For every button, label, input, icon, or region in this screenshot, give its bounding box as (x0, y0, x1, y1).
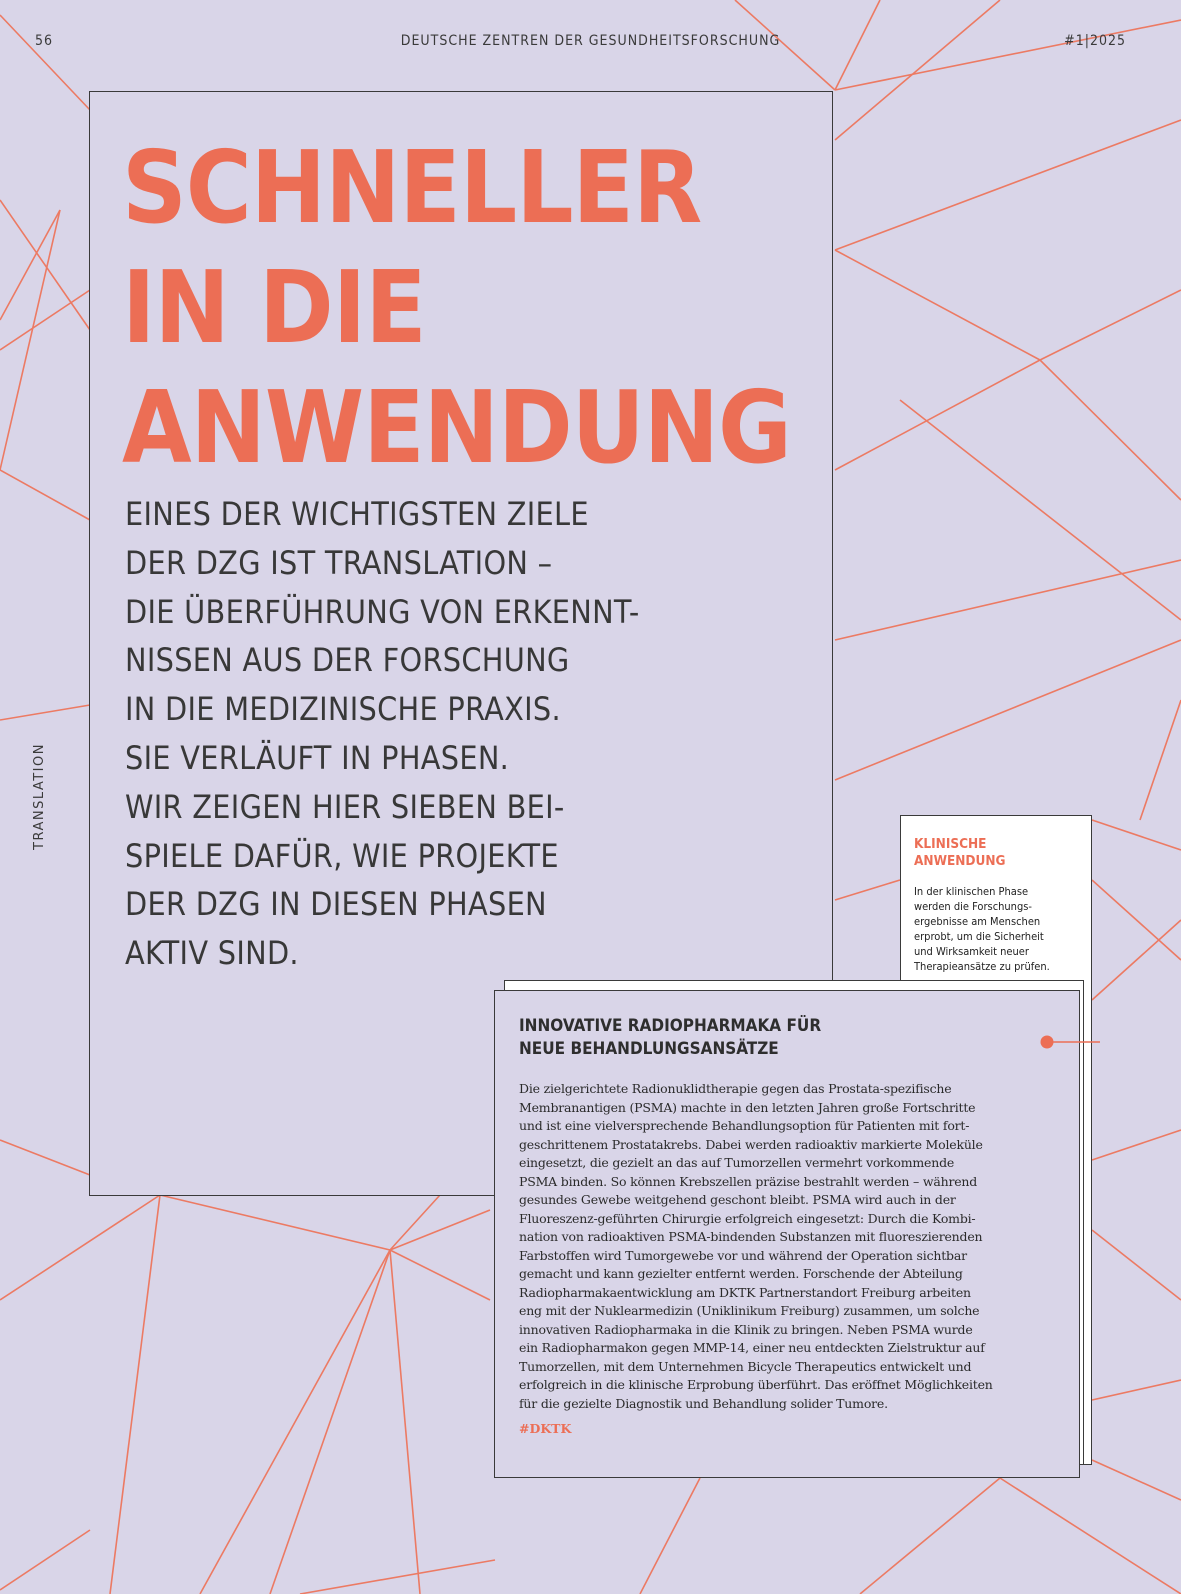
clinical-text-line: ergebnisse am Menschen (914, 914, 1041, 928)
radio-body-line: Membranantigen (PSMA) machte in den letzten Jahren große Fortschritte (519, 1099, 976, 1115)
headline-line: IN DIE (122, 249, 426, 366)
radio-body-line: gemacht und kann gezielter entfernt werden. Forschende der Abteilung (519, 1266, 963, 1281)
radio-body-line: und ist eine vielversprechende Behandlungsoption für Patienten mit fort- (519, 1118, 970, 1133)
radio-body-line: für die gezielte Diagnostik und Behandlung solider Tumore. (519, 1395, 888, 1411)
radio-body-line: Radiopharmakaentwicklung am DKTK Partnerstandort Freiburg arbeiten (519, 1284, 971, 1300)
radio-body-line: innovativen Radiopharmaka in die Klinik zu bringen. Neben PSMA wurde (519, 1321, 973, 1337)
radiopharma-card-body (519, 1080, 1074, 1413)
intro-text (125, 490, 805, 978)
radio-body-line: PSMA binden. So können Krebszellen präzise bestrahlt werden – während (519, 1173, 978, 1189)
clinical-text-line: In der klinischen Phase (914, 885, 1029, 898)
intro-line: DER DZG IN DIESEN PHASEN (125, 885, 547, 924)
headline-line: ANWENDUNG (122, 369, 791, 486)
radio-body-line: erfolgreich in die klinische Erprobung überführt. Das eröffnet Möglichkeiten (519, 1377, 993, 1392)
clinical-text-line: werden die Forschungs- (914, 899, 1032, 913)
intro-line: WIR ZEIGEN HIER SIEBEN BEI- (125, 787, 565, 826)
radio-body-line: Die zielgerichtete Radionuklidtherapie gegen das Prostata-spezifische (519, 1081, 952, 1096)
radiopharma-card-title (519, 1015, 1039, 1060)
dktk-hashtag[interactable]: #DKTK (519, 1421, 572, 1436)
publication-title: DEUTSCHE ZENTREN DER GESUNDHEITSFORSCHUNG (400, 33, 781, 49)
radio-body-line: eng mit der Nuklearmedizin (Uniklinikum Freiburg) zusammen, um solche (519, 1303, 980, 1318)
intro-line: SIE VERLÄUFT IN PHASEN. (125, 738, 510, 777)
clinical-title-line: ANWENDUNG (914, 853, 1006, 869)
radio-body-line: gesundes Gewebe weitgehend geschont bleibt. PSMA wird auch in der (519, 1192, 956, 1207)
clinical-card-text (914, 885, 1084, 974)
radio-title-line: INNOVATIVE RADIOPHARMAKA FÜR (519, 1016, 822, 1036)
intro-line: IN DIE MEDIZINISCHE PRAXIS. (125, 690, 561, 729)
radio-body-line: Fluoreszenz-geführten Chirurgie erfolgreich eingesetzt: Durch die Kombi- (519, 1210, 976, 1226)
intro-line: NISSEN AUS DER FORSCHUNG (125, 641, 570, 680)
radio-title-line: NEUE BEHANDLUNGSANSÄTZE (519, 1038, 779, 1059)
radio-body-line: ein Radiopharmakon gegen MMP-14, einer neu entdeckten Zielstruktur auf (519, 1340, 985, 1355)
radio-body-line: Farbstoffen wird Tumorgewebe vor und während der Operation sichtbar (519, 1247, 967, 1263)
clinical-card-title (914, 836, 1084, 870)
connector-dot-icon (1041, 1036, 1054, 1049)
clinical-text-line: und Wirksamkeit neuer (914, 944, 1029, 958)
intro-line: SPIELE DAFÜR, WIE PROJEKTE (125, 836, 559, 875)
issue-number: #1|2025 (1064, 33, 1126, 49)
intro-line: DIE ÜBERFÜHRUNG VON ERKENNT- (125, 592, 640, 631)
section-side-label: TRANSLATION (32, 743, 47, 850)
clinical-title-line: KLINISCHE (914, 836, 987, 852)
clinical-text-line: Therapieansätze zu prüfen. (914, 959, 1050, 973)
intro-line: AKTIV SIND. (125, 934, 299, 973)
radio-body-line: nation von radioaktiven PSMA-bindenden Substanzen mit fluoreszierenden (519, 1229, 983, 1244)
connector-dot-line (1040, 1035, 1100, 1049)
clinical-text-line: erprobt, um die Sicherheit (914, 929, 1044, 943)
page-number: 56 (35, 33, 54, 49)
headline-line: SCHNELLER (122, 129, 702, 246)
headline (122, 128, 822, 488)
intro-line: DER DZG IST TRANSLATION – (125, 543, 553, 582)
radio-body-line: geschrittenem Prostatakrebs. Dabei werden radioaktiv markierte Moleküle (519, 1136, 983, 1152)
intro-line: EINES DER WICHTIGSTEN ZIELE (125, 495, 589, 533)
radio-body-line: Tumorzellen, mit dem Unternehmen Bicycle Therapeutics entwickelt und (519, 1358, 972, 1374)
radio-body-line: eingesetzt, die gezielt an das auf Tumorzellen vermehrt vorkommende (519, 1155, 955, 1170)
